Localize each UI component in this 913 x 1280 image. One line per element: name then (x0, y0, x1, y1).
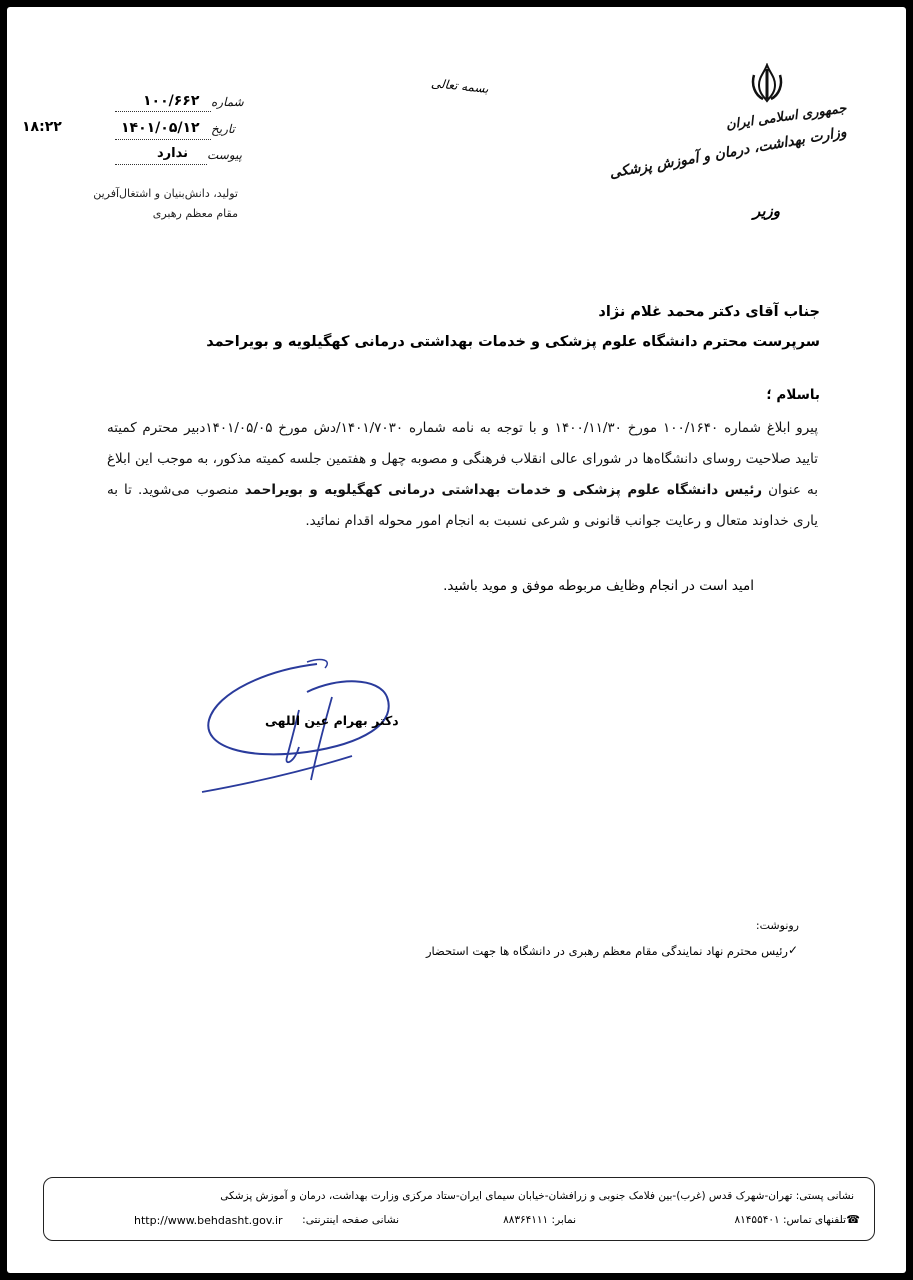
footer-fax: نمابر: ۸۸۳۶۴۱۱۱ (503, 1214, 576, 1226)
footer-website-link[interactable]: http://www.behdasht.gov.ir (134, 1214, 283, 1227)
minister-title: وزیر (753, 202, 780, 220)
footer-website-label: نشانی صفحه اینترنتی: (302, 1214, 399, 1226)
date-value: ۱۴۰۱/۰۵/۱۲ (121, 120, 200, 136)
closing-line: امید است در انجام وظایف مربوطه موفق و موید باشید. (443, 578, 754, 594)
body-part-2: منصوب می‌شوید. تا به یاری خداوند متعال و رعایت جوانب قانونی و شرعی نسبت به انجام امور محوله اقدام نمائید. (107, 482, 818, 529)
ministry-letterhead (606, 101, 848, 182)
ministry-line-2: وزارت بهداشت، درمان و آموزش پزشکی (607, 124, 848, 182)
motto-line-2: مقام معظم رهبری (152, 207, 238, 220)
time-stamp: ۱۸:۲۲ (22, 119, 62, 135)
body-bold-appointment: رئیس دانشگاه علوم پزشکی و خدمات بهداشتی درمانی کهگیلویه و بویراحمد (244, 482, 763, 498)
checkmark-icon: ✓ (787, 943, 798, 957)
attachment-label: پیوست (207, 148, 242, 162)
letter-body (107, 413, 818, 537)
date-line (115, 139, 211, 140)
body-part-1: پیرو ابلاغ شماره ۱۰۰/۱۶۴۰ مورخ ۱۴۰۰/۱۱/۳۰ و با توجه به نامه شماره ۱۴۰۱/۷۰۳۰/دش مورخ ۱۴۰۱/۰۵/۰۵دبیر محترم کمیته تایید صلاحیت روسای دانشگاه‌ها در شورای عالی انقلاب فرهنگی و مصوبه چهل و هفتمین جلسه کمیته مذکور، به موجب این ابلاغ به عنوان (107, 420, 818, 498)
addressee-name: جناب آقای دکتر محمد غلام نژاد (598, 304, 820, 320)
ministry-line-1: جمهوری اسلامی ایران (724, 101, 848, 133)
attachment-line (115, 164, 207, 165)
letter-page (7, 7, 906, 1273)
footer-address: نشانی پستی: تهران-شهرک قدس (غرب)-بین فلامک جنوبی و زرافشان-خیابان سیمای ایران-ستاد مرکزی وزارت بهداشت، درمان و آموزش پزشکی (220, 1190, 854, 1202)
attachment-value: ندارد (157, 146, 189, 161)
footer-phone: تلفنهای تماس: ۸۱۴۵۵۴۰۱ (734, 1214, 846, 1226)
phone-icon: ☎ (846, 1213, 860, 1226)
number-label: شماره (211, 95, 244, 109)
cc-label: رونوشت: (755, 919, 799, 932)
greeting: باسلام ؛ (766, 387, 820, 403)
cc-recipient: رئیس محترم نهاد نمایندگی مقام معظم رهبری در دانشگاه ها جهت استحضار (425, 944, 788, 958)
date-label: تاریخ (211, 122, 235, 136)
motto (93, 184, 238, 224)
number-value: ۱۰۰/۶۶۲ (143, 93, 200, 109)
footer-box (43, 1177, 875, 1241)
number-line (115, 111, 211, 112)
iran-emblem-icon (749, 63, 785, 103)
bismillah: بسمه تعالی (430, 76, 490, 96)
motto-line-1: تولید، دانش‌بنیان و اشتغال‌آفرین (93, 187, 238, 200)
addressee-title: سرپرست محترم دانشگاه علوم پزشکی و خدمات بهداشتی درمانی کهگیلویه و بویراحمد (206, 334, 820, 350)
signer-name: دکتر بهرام عین اللهی (265, 713, 399, 728)
